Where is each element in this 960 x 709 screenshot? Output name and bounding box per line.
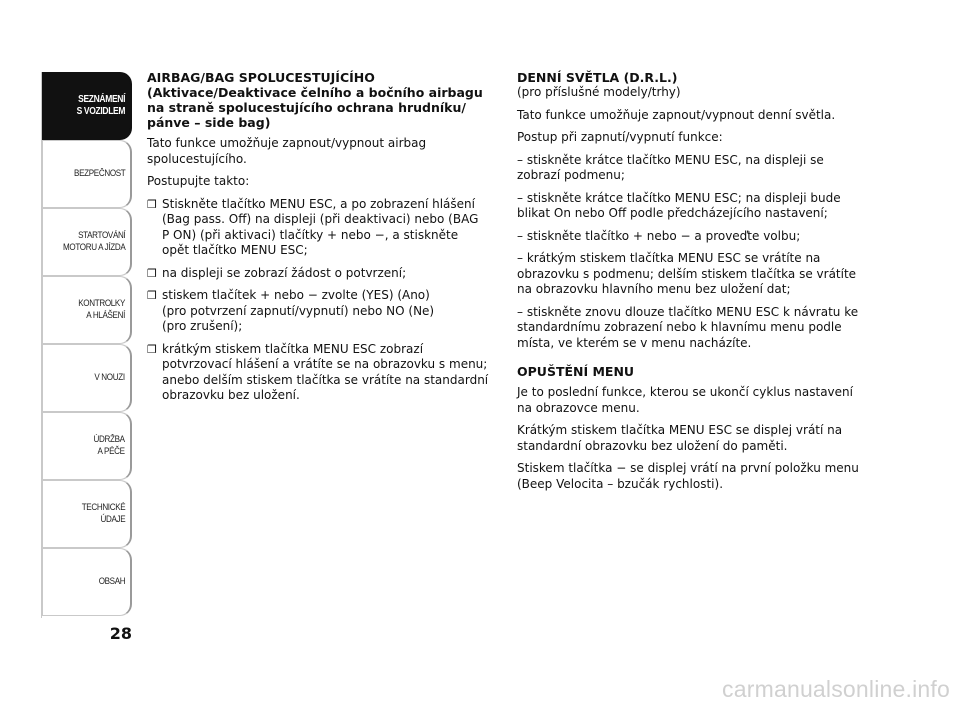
list-item [147, 266, 495, 282]
bullet-line: opět tlačítko MENU ESC; [162, 243, 308, 257]
list-item [147, 342, 495, 404]
checkbox-bullet-icon: ❒ [147, 289, 157, 302]
tab-label: SEZNÁMENÍ S VOZIDLEM [76, 94, 125, 117]
paragraph: Krátkým stiskem tlačítka MENU ESC se displej vrátí na standardní obrazovku bez uložení do paměti. [517, 423, 843, 453]
paragraph: – stiskněte krátce tlačítko MENU ESC; na displeji bude blikat On nebo Off podle předcházejícího nastavení; [517, 190, 841, 220]
bullet-line: na displeji se zobrazí žádost o potvrzení; [162, 265, 407, 280]
paragraph: – stiskněte tlačítko + nebo − a proveďte volbu; [517, 228, 801, 243]
watermark: carmanualsonline.info [722, 676, 950, 702]
bullet-line: P ON) (při aktivaci) tlačítky + nebo −, a stiskněte [162, 227, 459, 242]
tab-kontrolky-a-hlaseni[interactable] [42, 276, 132, 344]
bullet-line: anebo delším stiskem tlačítka se vrátíte na standardní [162, 372, 489, 387]
list-item [147, 197, 495, 259]
checkbox-bullet-icon: ❒ [147, 266, 157, 280]
bullet-line: (Bag pass. Off) na displeji (při deaktivaci) nebo (BAG [162, 212, 479, 226]
tab-startovani-motoru[interactable] [42, 208, 132, 276]
drl-section [517, 70, 865, 499]
heading-line: AIRBAG/BAG SPOLUCESTUJÍCÍHO [147, 70, 375, 85]
tab-udrzba-a-pece[interactable] [42, 412, 132, 480]
airbag-steps [147, 197, 495, 404]
paragraph: Tato funkce umožňuje zapnout/vypnout denní světla. [517, 107, 836, 122]
tab-label: TECHNICKÉ ÚDAJE [81, 502, 125, 525]
tab-label: OBSAH [98, 576, 125, 587]
paragraph: – stiskněte znovu dlouze tlačítko MENU ESC k návratu ke standardnímu zobrazení nebo k hlavnímu menu podle místa, ve kterém se v menu nacházíte. [517, 304, 859, 350]
tab-label: ÚDRŽBA A PÉČE [93, 434, 125, 457]
chapter-tabs [42, 72, 132, 616]
airbag-intro: Tato funkce umožňuje zapnout/vypnout airbag spolucestujícího. [147, 136, 427, 166]
heading-line: (Aktivace/Deaktivace čelního a bočního airbagu [147, 85, 483, 100]
tab-technicke-udaje[interactable] [42, 480, 132, 548]
bullet-line: krátkým stiskem tlačítka MENU ESC zobrazí [162, 341, 424, 356]
checkbox-bullet-icon: ❒ [147, 342, 157, 356]
checkbox-bullet-icon: ❒ [147, 197, 157, 211]
tab-label: KONTROLKY A HLÁŠENÍ [78, 298, 125, 321]
airbag-section [147, 70, 495, 411]
paragraph: Stiskem tlačítka − se displej vrátí na první položku menu (Beep Velocita – bzučák rychlosti). [517, 461, 859, 491]
steps-label: Postupujte takto: [147, 174, 250, 188]
bullet-line: obrazovku bez uložení. [162, 388, 300, 402]
bullet-line: potvrzovací hlášení a vrátíte se na obrazovku s menu; [162, 357, 488, 371]
bullet-line: Stiskněte tlačítko MENU ESC, a po zobrazení hlášení [162, 196, 475, 211]
list-item [147, 288, 495, 335]
tab-v-nouzi[interactable] [42, 344, 132, 412]
paragraph: Postup při zapnutí/vypnutí funkce: [517, 130, 723, 144]
bullet-line: stiskem tlačítek + nebo − zvolte (YES) (Ano) [162, 288, 430, 302]
exit-menu-heading: OPUŠTĚNÍ MENU [517, 364, 635, 379]
page-number: 28 [109, 624, 132, 643]
drl-subtitle: (pro příslušné modely/trhy) [517, 85, 681, 99]
tab-obsah[interactable] [42, 548, 132, 616]
paragraph: – stiskněte krátce tlačítko MENU ESC, na displeji se zobrazí podmenu; [517, 152, 824, 182]
tab-label: BEZPEČNOST [73, 168, 125, 179]
tab-seznameni-s-vozidlem[interactable] [42, 72, 132, 140]
tab-label: STARTOVÁNÍ MOTORU A JÍZDA [62, 230, 125, 253]
bullet-line: (pro potvrzení zapnutí/vypnutí) nebo NO (Ne) [162, 303, 435, 318]
heading-line: pánve – side bag) [147, 115, 271, 130]
bullet-line: (pro zrušení); [162, 319, 243, 333]
paragraph: – krátkým stiskem tlačítka MENU ESC se vrátíte na obrazovku s podmenu; delším stiskem tlačítka se vrátíte na obrazovku hlavního menu bez uložení dat; [517, 251, 857, 296]
paragraph: Je to poslední funkce, kterou se ukončí cyklus nastavení na obrazovce menu. [517, 385, 853, 415]
drl-heading: DENNÍ SVĚTLA (D.R.L.) [517, 70, 678, 85]
heading-line: na straně spolucestujícího ochrana hrudníku/ [147, 100, 466, 115]
airbag-heading [147, 70, 495, 130]
tab-bezpecnost[interactable] [42, 140, 132, 208]
tab-label: V NOUZI [94, 372, 125, 383]
